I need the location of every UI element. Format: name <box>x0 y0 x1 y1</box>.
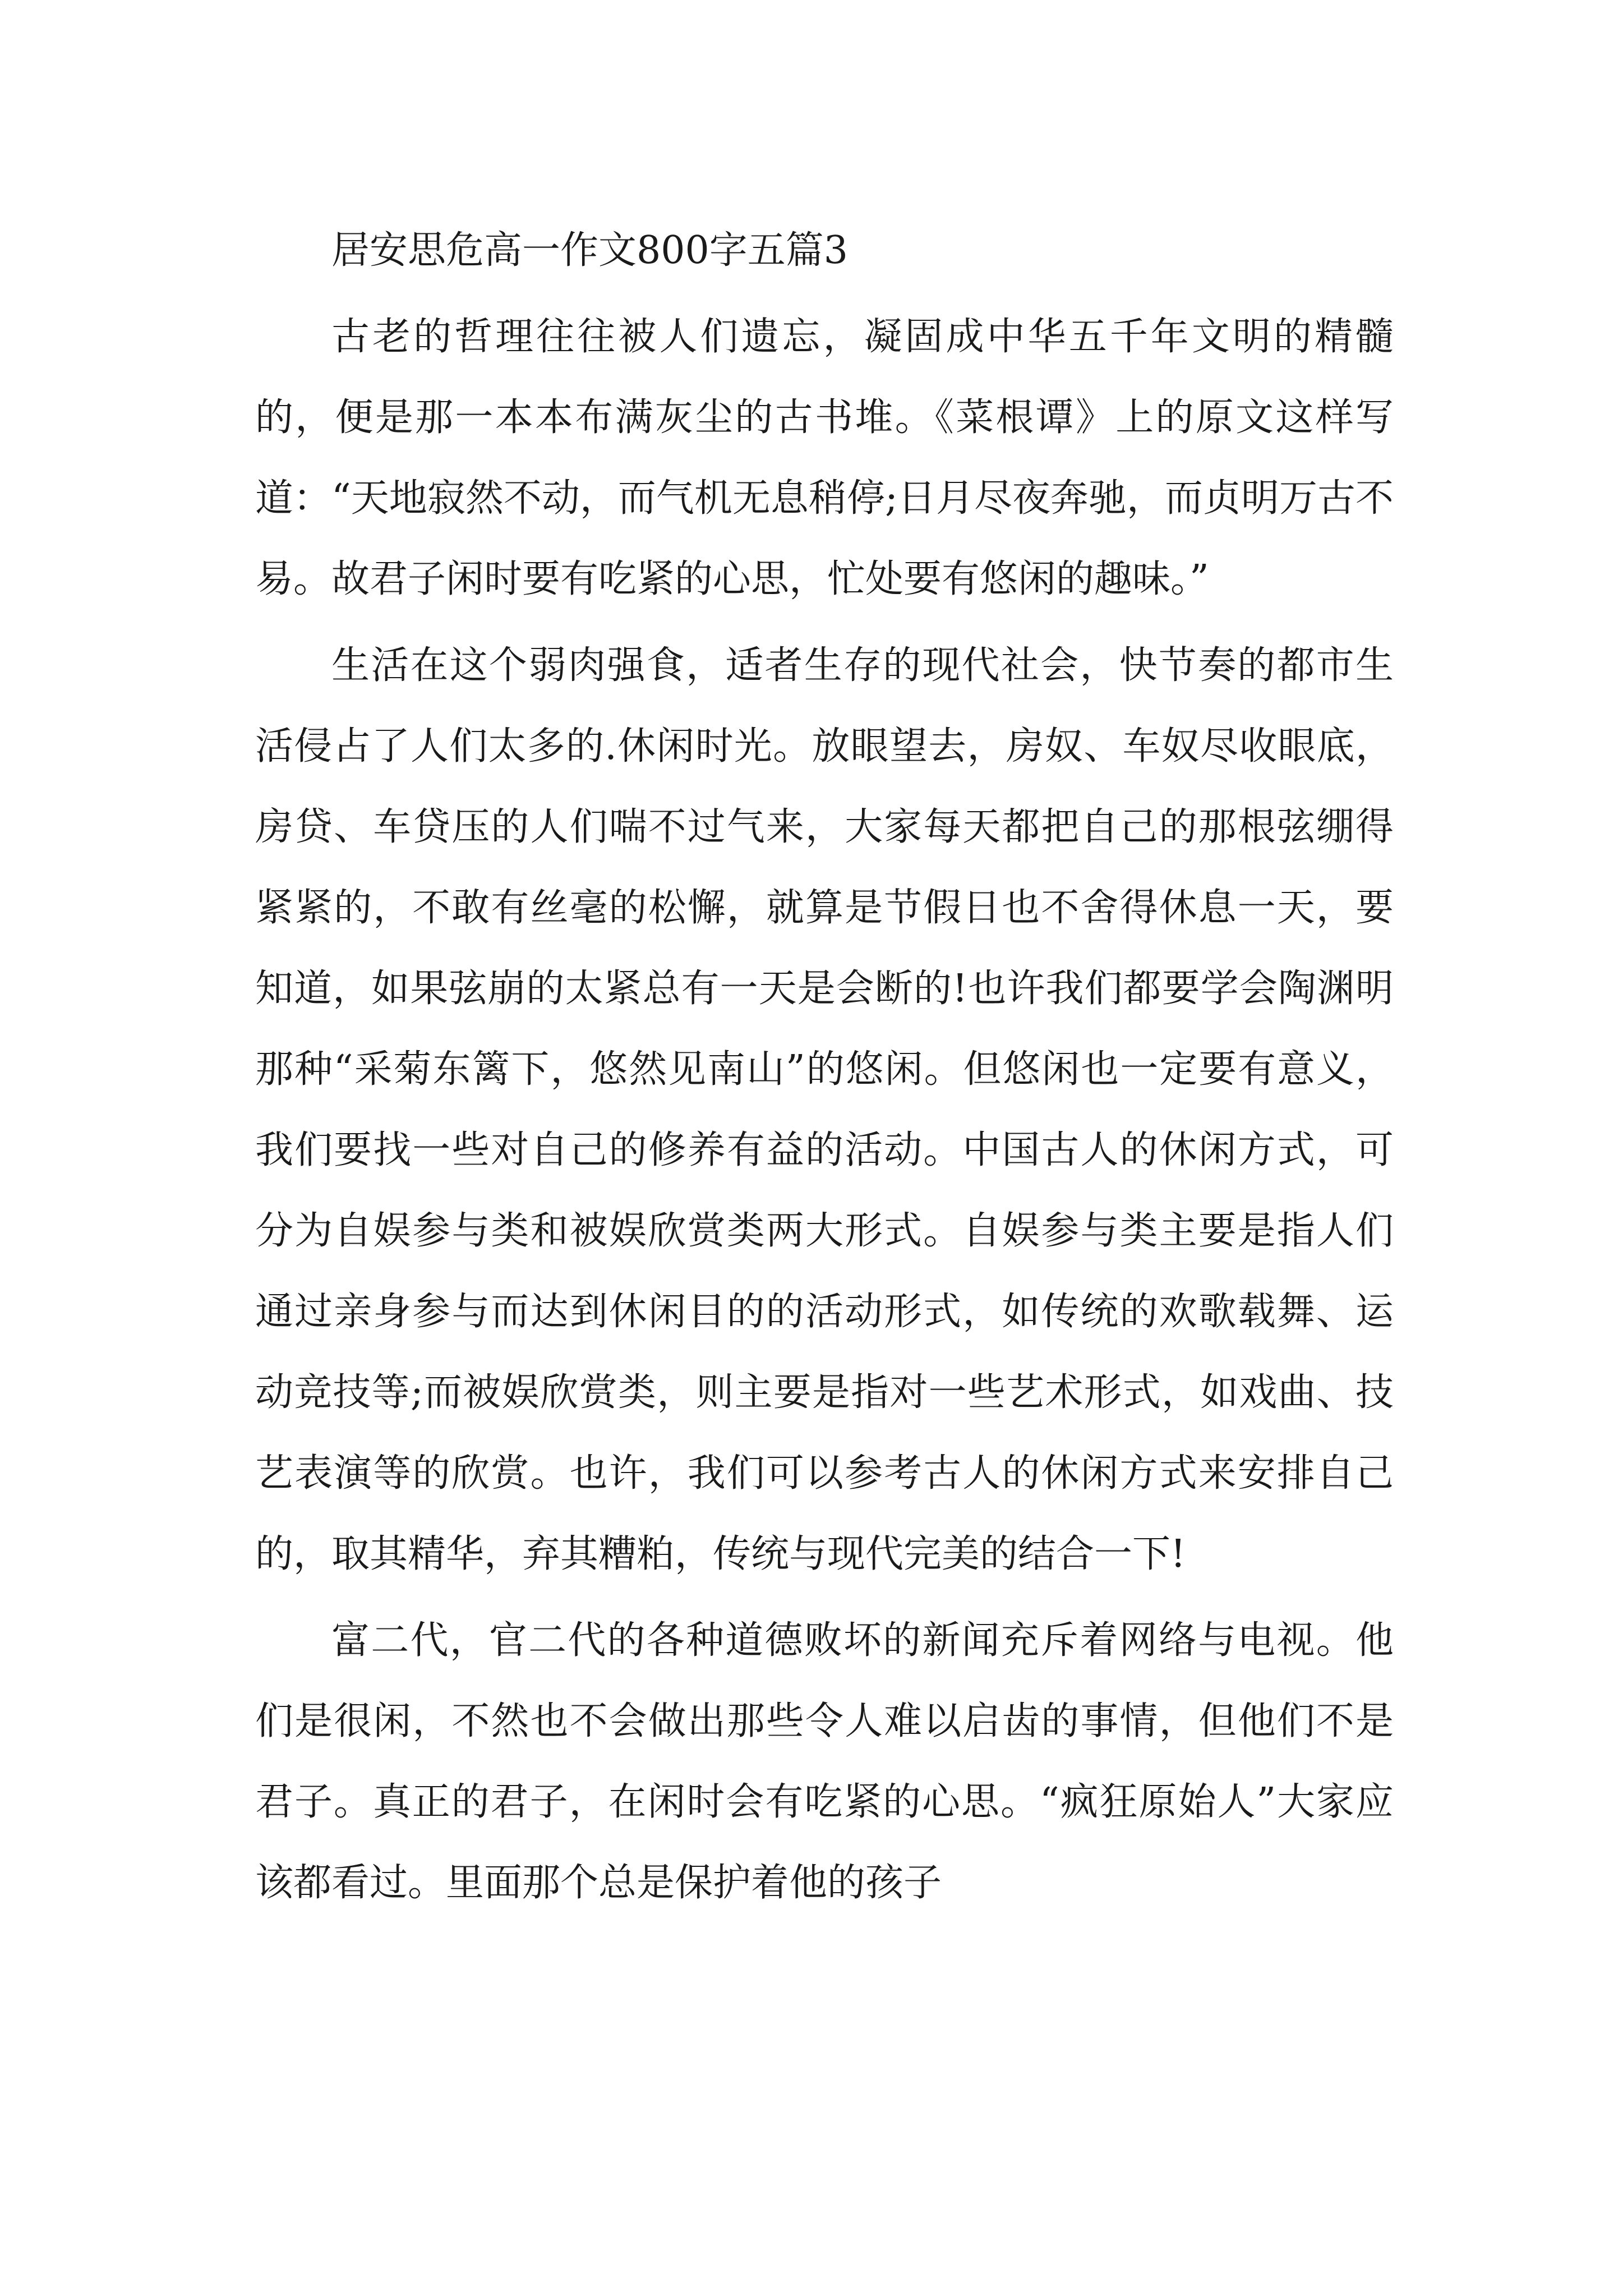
paragraph-1: 古老的哲理往往被人们遗忘，凝固成中华五千年文明的精髓的，便是那一本本布满灰尘的古书堆。《菜根谭》上的原文这样写道：“天地寂然不动，而气机无息稍停;日月尽夜奔驰，而贞明万古不易。故君子闲时要有吃紧的心思，忙处要有悠闲的趣味。” <box>255 315 1394 601</box>
paragraph-2: 生活在这个弱肉强食，适者生存的现代社会，快节奏的都市生活侵占了人们太多的.休闲时光。放眼望去，房奴、车奴尽收眼底，房贷、车贷压的人们喘不过气来，大家每天都把自己的那根弦绷得紧紧的，不敢有丝毫的松懈，就算是节假日也不舍得休息一天，要知道，如果弦崩的太紧总有一天是会断的!也许我们都要学会陶渊明那种“采菊东篱下，悠然见南山”的悠闲。但悠闲也一定要有意义，我们要找一些对自己的修养有益的活动。中国古人的休闲方式，可分为自娱参与类和被娱欣赏类两大形式。自娱参与类主要是指人们通过亲身参与而达到休闲目的的活动形式，如传统的欢歌载舞、运动竞技等;而被娱欣赏类，则主要是指对一些艺术形式，如戏曲、技艺表演等的欣赏。也许，我们可以参考古人的休闲方式来安排自己的，取其精华，弃其糟粕，传统与现代完美的结合一下! <box>255 643 1394 1576</box>
document-title: 居安思危高一作文800字五篇3 <box>331 228 849 273</box>
paragraph-3: 富二代，官二代的各种道德败坏的新闻充斥着网络与电视。他们是很闲，不然也不会做出那些令人难以启齿的事情，但他们不是君子。真正的君子，在闲时会有吃紧的心思。“疯狂原始人”大家应该都看过。里面那个总是保护着他的孩子 <box>255 1618 1394 1905</box>
document-body <box>255 210 1394 1924</box>
